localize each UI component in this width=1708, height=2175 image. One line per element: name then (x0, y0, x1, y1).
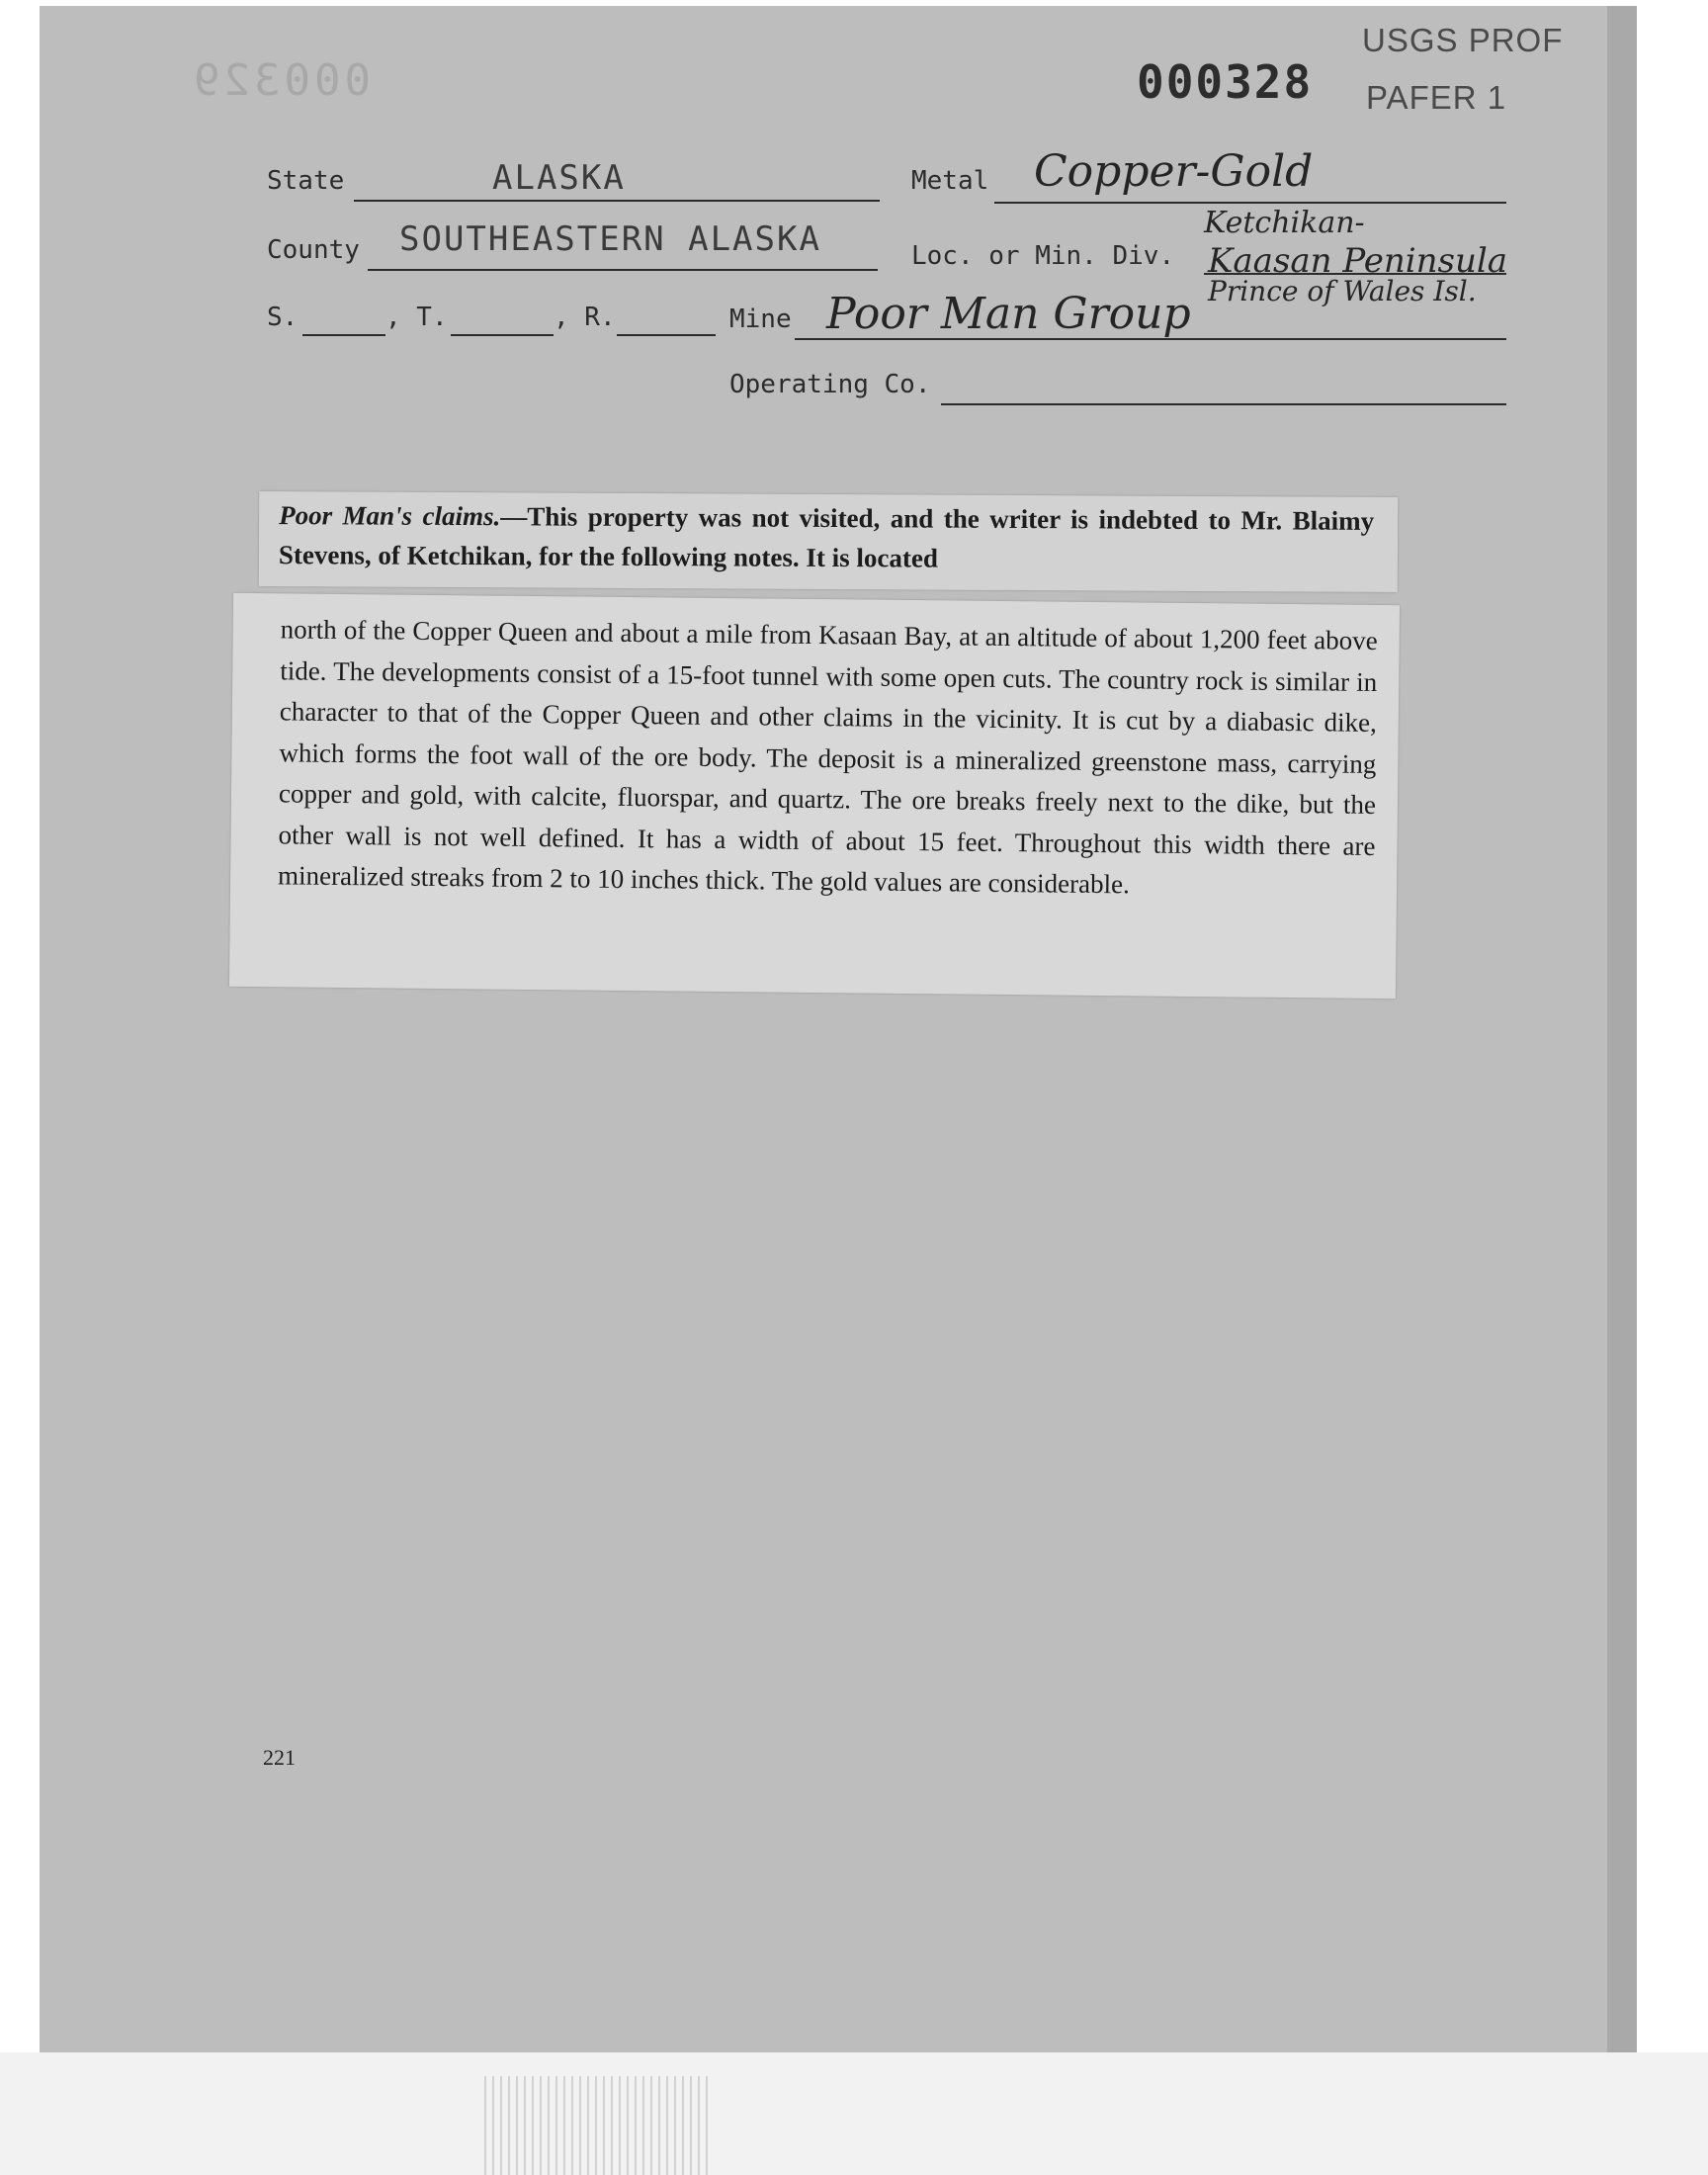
metal-value: Copper-Gold (1034, 146, 1314, 197)
mine-label: Mine (729, 304, 792, 334)
loc-value-line-3: Prince of Wales Isl. (1208, 275, 1477, 307)
county-label: County (267, 235, 360, 265)
reference-line-1: USGS PROF (1362, 22, 1564, 58)
state-label: State (267, 166, 345, 196)
card-edge-shadow (1607, 6, 1637, 2052)
reference-line-2: PAFER 1 (1366, 79, 1507, 116)
clipping-heading-strip (259, 491, 1398, 592)
clipping-body: north of the Copper Queen and about a mile from Kasaan Bay, at an altitude of about 1,200 feet above tide. The developments consist of a 15-foot tunnel with some open cuts. The country rock is similar in character to that of the Copper Queen and other claims in the vicinity. It is cut by a diabasic dike, which forms the foot wall of the ore body. The deposit is a mineralized greenstone mass, carrying copper and gold, with calcite, fluorspar, and quartz. The ore breaks freely next to the dike, but the other wall is not well defined. It has a width of about 15 feet. Throughout this width there are mineralized streaks from 2 to 10 inches thick. The gold values are considerable. (277, 614, 1378, 900)
mine-value: Poor Man Group (826, 289, 1191, 339)
state-value: ALASKA (492, 158, 626, 198)
county-value: SOUTHEASTERN ALASKA (399, 219, 821, 259)
range-underline (617, 334, 716, 336)
loc-label: Loc. or Min. Div. (911, 241, 1175, 271)
clipping-first-paragraph (279, 495, 1374, 580)
range-label: , R. (554, 303, 616, 332)
township-label: , T. (385, 303, 448, 332)
township-underline (451, 334, 554, 336)
ghost-stamp-number: 000329 (190, 55, 371, 106)
section-underline (302, 334, 385, 336)
metal-underline (994, 202, 1506, 204)
county-underline (368, 269, 878, 271)
loc-value-line-2: Kaasan Peninsula (1208, 241, 1507, 281)
operating-co-label: Operating Co. (729, 370, 931, 399)
clipping-body-strip (229, 593, 1400, 999)
operating-co-underline (941, 403, 1506, 405)
section-label: S. (267, 303, 299, 332)
document-number: 000328 (1137, 55, 1314, 109)
page-number: 221 (263, 1745, 296, 1770)
scan-artifact-lines (484, 2076, 712, 2175)
loc-value-line-1: Ketchikan- (1204, 206, 1365, 240)
clipping-first-part: —This property was not visited, and the writer is indebted to Mr. Blaimy Stevens, of Ketchikan, for the following notes. It is located (278, 501, 1375, 573)
scan-bottom-margin (0, 2052, 1708, 2175)
metal-label: Metal (911, 166, 989, 196)
state-underline (354, 200, 880, 202)
clipping-heading: Poor Man's claims. (279, 500, 501, 532)
